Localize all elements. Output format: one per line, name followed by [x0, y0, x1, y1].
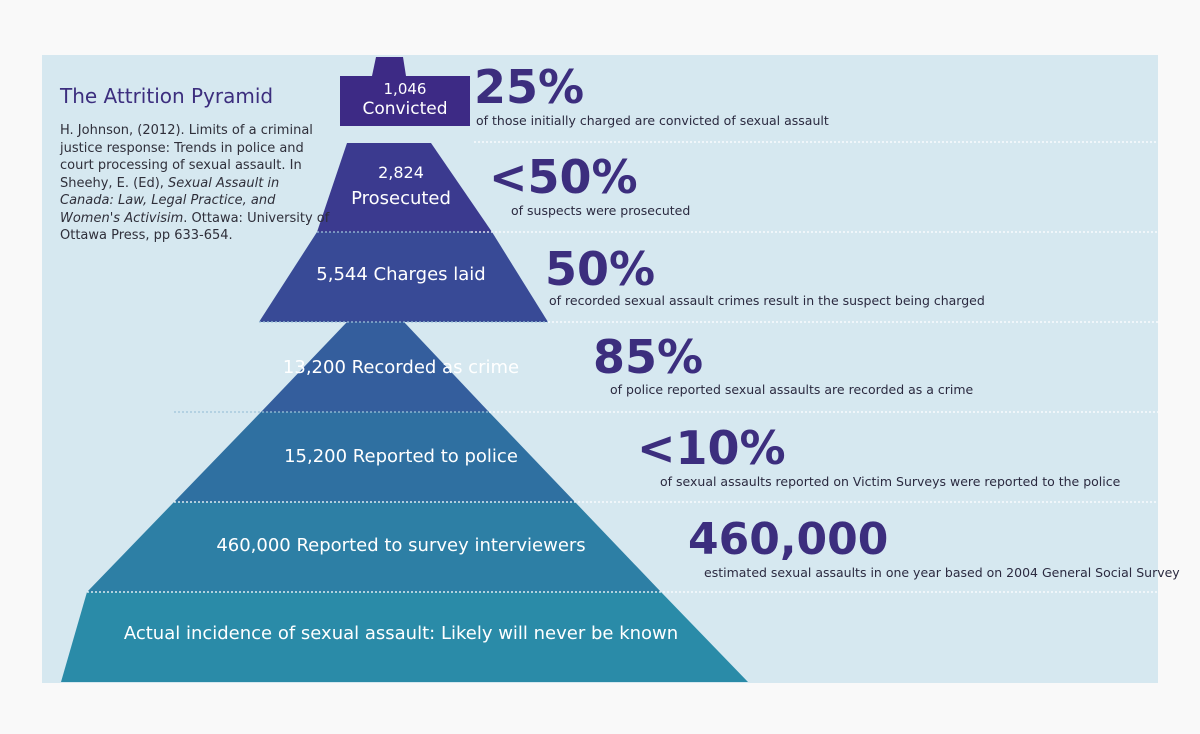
citation-text: H. Johnson, (2012). Limits of a criminal justice response: Trends in police and court processing of sexual assault. In Sheehy, E. (Ed), [60, 123, 313, 191]
convicted-desc: of those initially charged are convicted of sexual assault [476, 113, 829, 128]
reported-label: 15,200 Reported to police [284, 446, 518, 467]
convicted-label [362, 79, 447, 119]
citation [60, 122, 330, 245]
pyramid-level-convicted-tip [372, 57, 406, 76]
reported-stat: <10% [637, 421, 786, 475]
recorded-label: 13,200 Recorded as crime [282, 357, 520, 378]
prosecuted-label [351, 160, 451, 212]
convicted-stat: 25% [474, 60, 585, 114]
recorded-desc: of police reported sexual assaults are recorded as a crime [610, 382, 974, 397]
survey-label: 460,000 Reported to survey interviewers [216, 535, 586, 556]
page-title: The Attrition Pyramid [60, 84, 274, 108]
actual-label: Actual incidence of sexual assault: Likely will never be known [123, 623, 679, 644]
survey-desc: estimated sexual assaults in one year based on 2004 General Social Survey [704, 565, 1180, 580]
prosecuted-stat: <50% [489, 150, 638, 204]
convicted-count: 1,046 [383, 80, 427, 98]
prosecuted-count: 2,824 [378, 163, 424, 182]
charged-desc: of recorded sexual assault crimes result in the suspect being charged [549, 293, 985, 308]
reported-desc: of sexual assaults reported on Victim Surveys were reported to the police [660, 474, 1121, 489]
prosecuted-text: Prosecuted [351, 188, 451, 209]
citation-book-title: Sexual Assault in Canada: Law, Legal Practice, and Women's Activisim [60, 175, 280, 226]
charged-label: 5,544 Charges laid [316, 264, 486, 285]
survey-stat: 460,000 [688, 514, 889, 565]
citation-publisher: . Ottawa: University of Ottawa Press, pp 633-654. [60, 210, 330, 243]
charged-stat: 50% [545, 242, 656, 296]
convicted-text: Convicted [362, 99, 448, 119]
prosecuted-desc: of suspects were prosecuted [511, 203, 691, 218]
recorded-stat: 85% [593, 330, 704, 384]
